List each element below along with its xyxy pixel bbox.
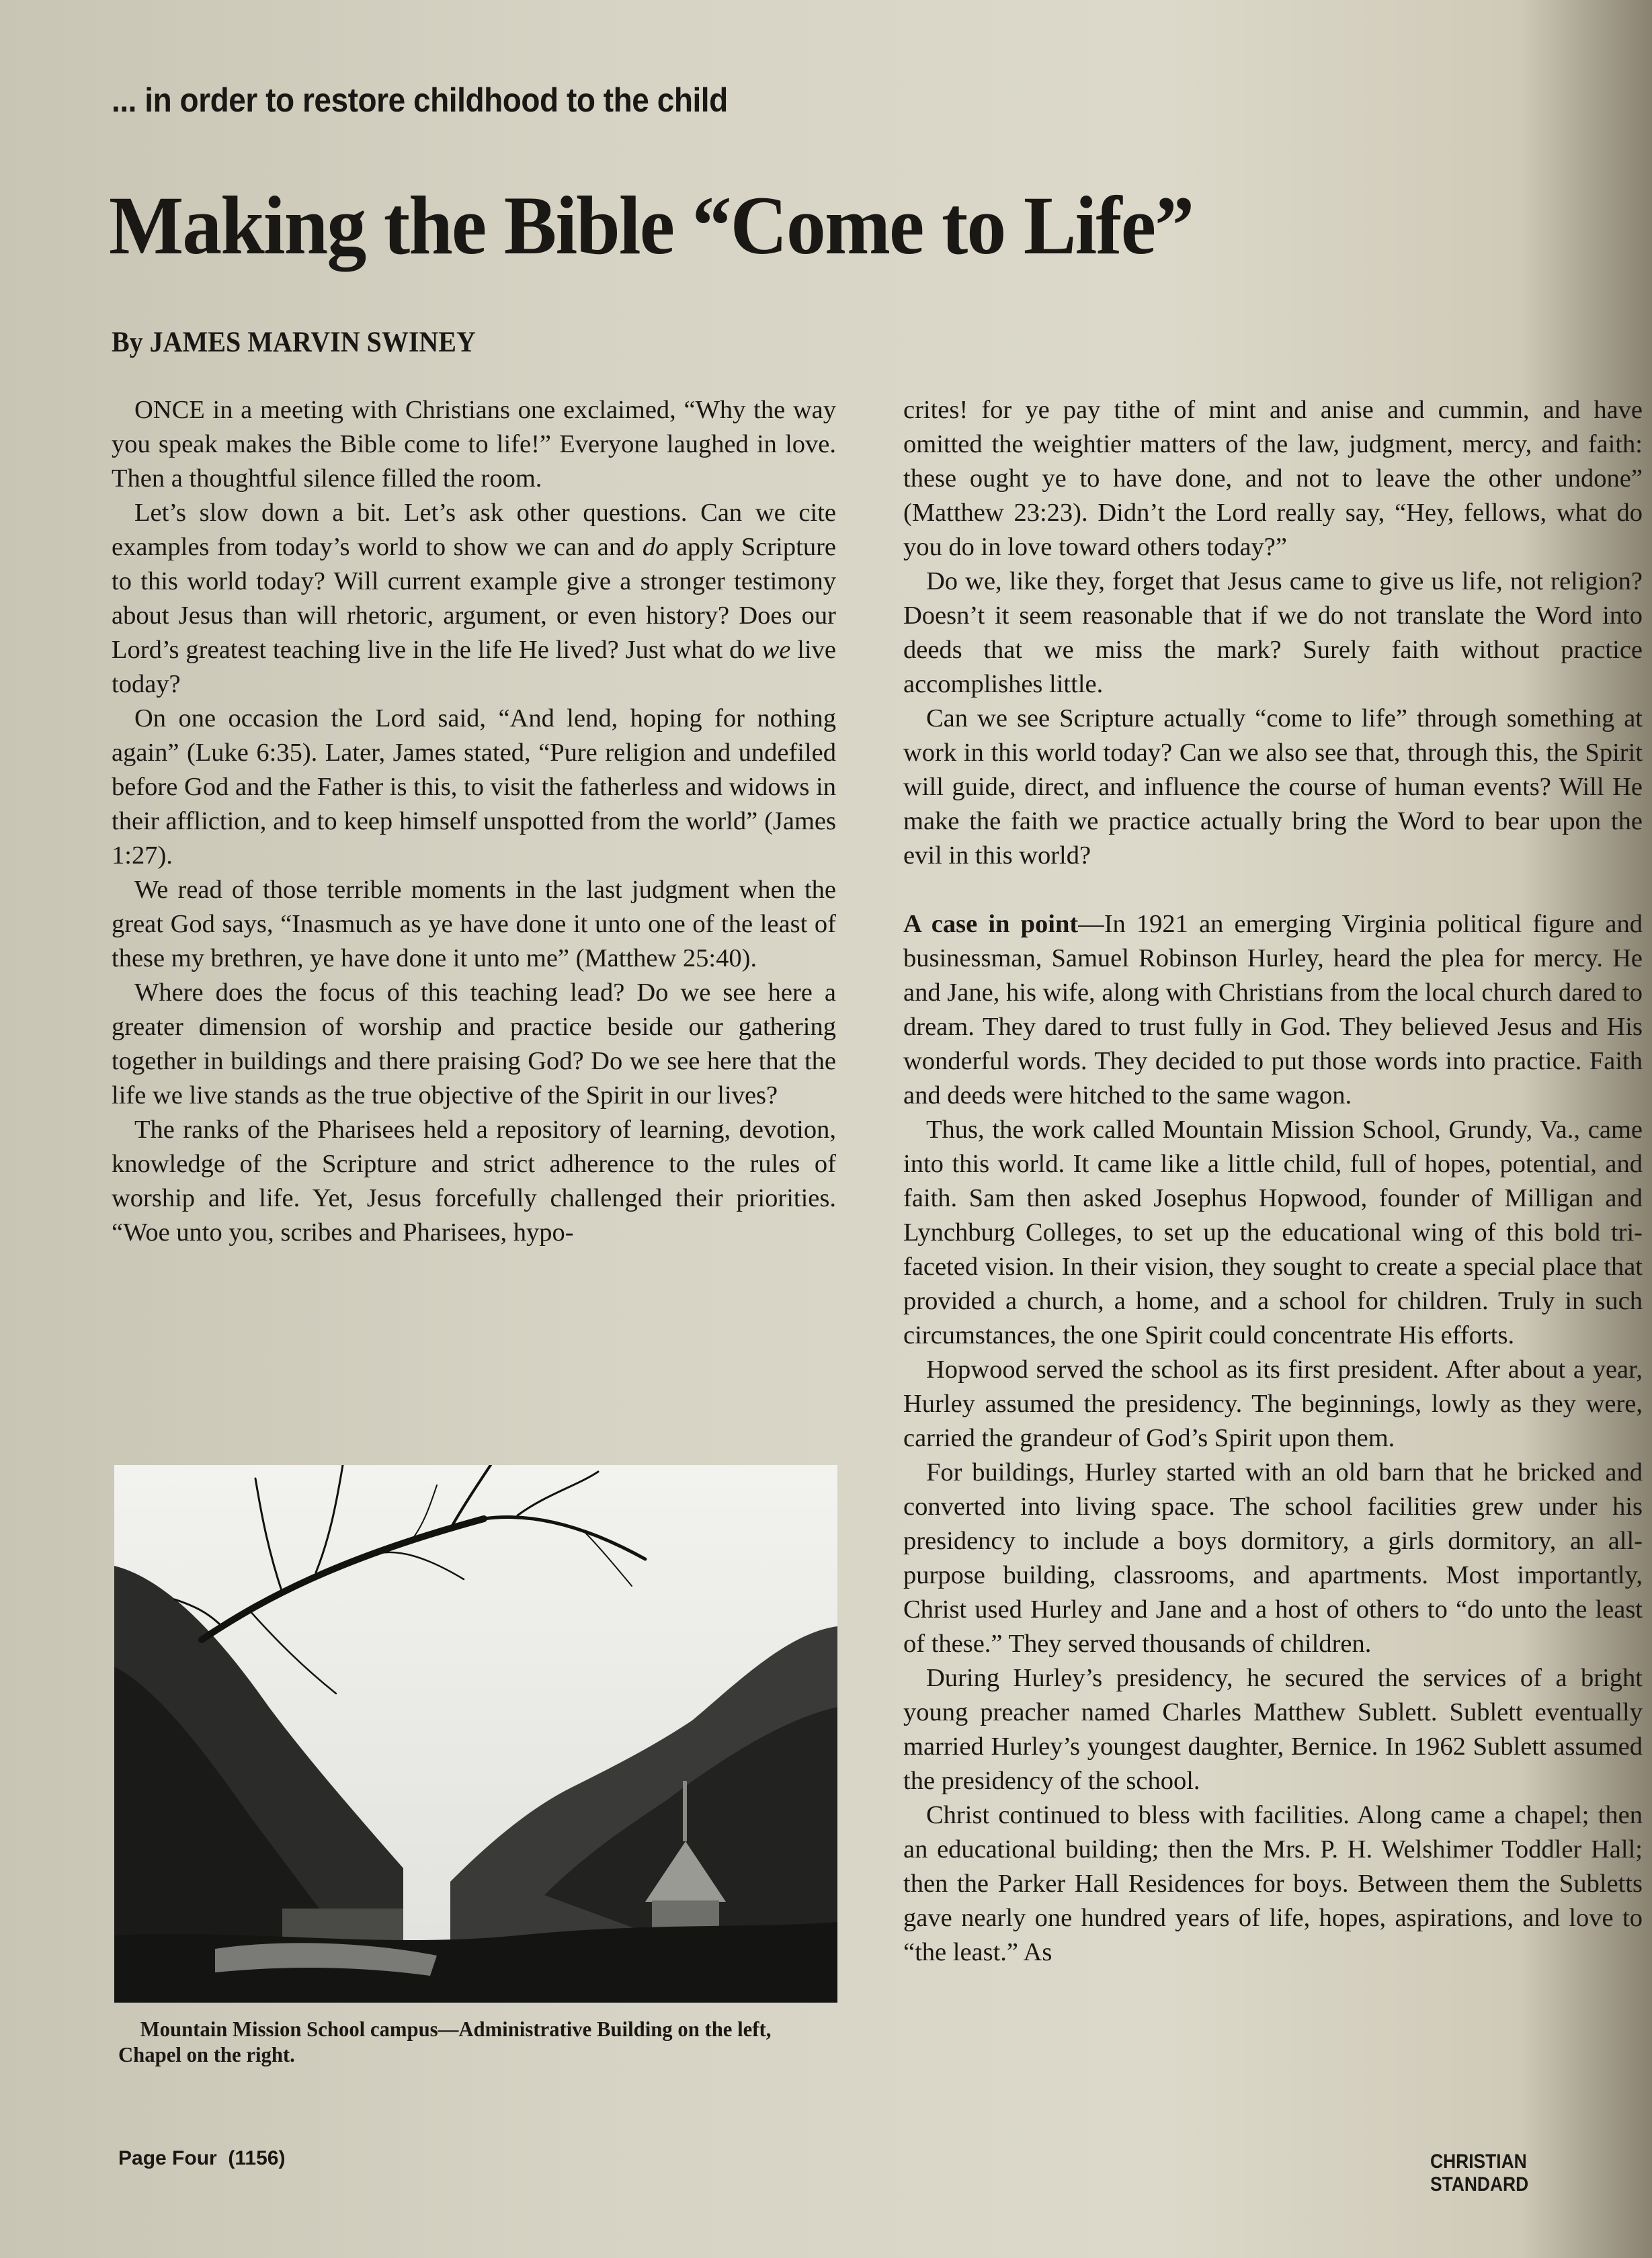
paragraph-text: live today? bbox=[112, 636, 836, 698]
paragraph bbox=[112, 496, 836, 702]
page-footer bbox=[118, 2147, 285, 2170]
paragraph-text: Let’s slow down a bit. Let’s ask other questions. Can we cite examples from today’s world to show we can and bbox=[112, 499, 836, 561]
paragraph: Can we see Scripture actually “come to life” through something at work in this world today? Can we also see that, through this, the Spirit will guide, direct, and influence the course of human events? Will He make the faith we practice actually bring the Word to bear upon the evil in this world? bbox=[903, 704, 1643, 870]
byline: By JAMES MARVIN SWINEY bbox=[112, 327, 476, 358]
emphasis: do bbox=[642, 533, 669, 561]
paragraph: We read of those terrible moments in the last judgment when the great God says, “Inasmuch as ye have done it unto one of the least of these my brethren, ye have done it unto me” (Matthew 25:40). bbox=[112, 876, 836, 972]
photo-caption: Mountain Mission School campus—Administrative Building on the left, Chapel on the right. bbox=[118, 2017, 772, 2066]
paragraph: On one occasion the Lord said, “And lend, hoping for nothing again” (Luke 6:35). Later, James stated, “Pure religion and undefiled before God and the Father is this, to visit the fatherless and widows in their affliction, and to keep himself unspotted from the world” (James 1:27). bbox=[112, 704, 836, 870]
paragraph: Christ continued to bless with facilities. Along came a chapel; then an educational building; then the Mrs. P. H. Welshimer Toddler Hall; then the Parker Hall Residences for boys. Between them the Subletts gave nearly one hundred years of life, hopes, aspirations, and love to “the least.” As bbox=[903, 1801, 1643, 1966]
page-number: (1156) bbox=[228, 2147, 286, 2169]
paragraph-text: apply Scripture to this world today? Will current example give a stronger testimony about Jesus than will rhetoric, argument, or even history? Does our Lord’s greatest teaching live in the life He lived? Just what do bbox=[112, 533, 836, 664]
emphasis: we bbox=[761, 636, 791, 664]
paragraph: ONCE in a meeting with Christians one exclaimed, “Why the way you speak makes the Bible come to life!” Everyone laughed in love. Then a thoughtful silence filled the room. bbox=[112, 396, 836, 493]
paragraph: For buildings, Hurley started with an old barn that he bricked and converted into living space. The school facilities grew under his presidency to include a boys dormitory, a girls dormitory, an all-purpose building, classrooms, and apartments. Most importantly, Christ used Hurley and Jane and a host of others to “do unto the least of these.” They served thousands of children. bbox=[903, 1458, 1643, 1658]
paragraph: crites! for ye pay tithe of mint and anise and cummin, and have omitted the weightier matters of the law, judgment, mercy, and faith: these ought ye to have done, and not to leave the other undone” (Matthew 23:23). Didn’t the Lord really say, “Hey, fellows, what do you do in love toward others today?” bbox=[903, 396, 1643, 561]
article-title: Making the Bible “Come to Life” bbox=[109, 179, 1194, 271]
paragraph: Hopwood served the school as its first president. After about a year, Hurley assumed the presidency. The beginnings, lowly as they were, carried the grandeur of God’s Spirit upon them. bbox=[903, 1355, 1643, 1452]
publication-name: CHRISTIAN STANDARD bbox=[1430, 2150, 1529, 2196]
paragraph-text: —In 1921 an emerging Virginia political figure and businessman, Samuel Robinson Hurley, heard the plea for mercy. He and Jane, his wife, along with Christians from the local church dared to dream. They dared to trust fully in God. They believed Jesus and His wonderful words. They decided to put those words into practice. Faith and deeds were hitched to the same wagon. bbox=[903, 910, 1643, 1110]
paragraph: The ranks of the Pharisees held a repository of learning, devotion, knowledge of the Scripture and strict adherence to the rules of worship and life. Yet, Jesus forcefully challenged their priorities. “Woe unto you, scribes and Pharisees, hypo- bbox=[112, 1116, 836, 1247]
section-lead: A case in point bbox=[903, 910, 1079, 938]
right-column bbox=[903, 393, 1643, 1970]
page-label: Page Four bbox=[118, 2147, 217, 2169]
paragraph: Where does the focus of this teaching lead? Do we see here a greater dimension of worship and practice beside our gathering together in buildings and there praising God? Do we see here that the life we live stands as the true objective of the Spirit in our lives? bbox=[112, 978, 836, 1110]
kicker: ... in order to restore childhood to the child bbox=[112, 81, 728, 119]
paragraph: During Hurley’s presidency, he secured the services of a bright young preacher named Charles Matthew Sublett. Sublett eventually married Hurley’s youngest daughter, Bernice. In 1962 Sublett assumed the presidency of the school. bbox=[903, 1664, 1643, 1795]
paragraph bbox=[903, 907, 1643, 1113]
mountain-campus-image bbox=[114, 1465, 837, 2003]
paragraph: Do we, like they, forget that Jesus came to give us life, not religion? Doesn’t it seem reasonable that if we do not translate the Word into deeds that we miss the mark? Surely faith without practice accomplishes little. bbox=[903, 567, 1643, 698]
paragraph: Thus, the work called Mountain Mission School, Grundy, Va., came into this world. It came like a little child, full of hopes, potential, and faith. Sam then asked Josephus Hopwood, founder of Milligan and Lynchburg Colleges, to set up the educational wing of this bold tri-faceted vision. In their vision, they sought to create a special place that provided a church, a home, and a school for children. Truly in such circumstances, the one Spirit could concentrate His efforts. bbox=[903, 1116, 1643, 1349]
campus-photo bbox=[114, 1465, 837, 2003]
left-column bbox=[112, 393, 836, 1250]
